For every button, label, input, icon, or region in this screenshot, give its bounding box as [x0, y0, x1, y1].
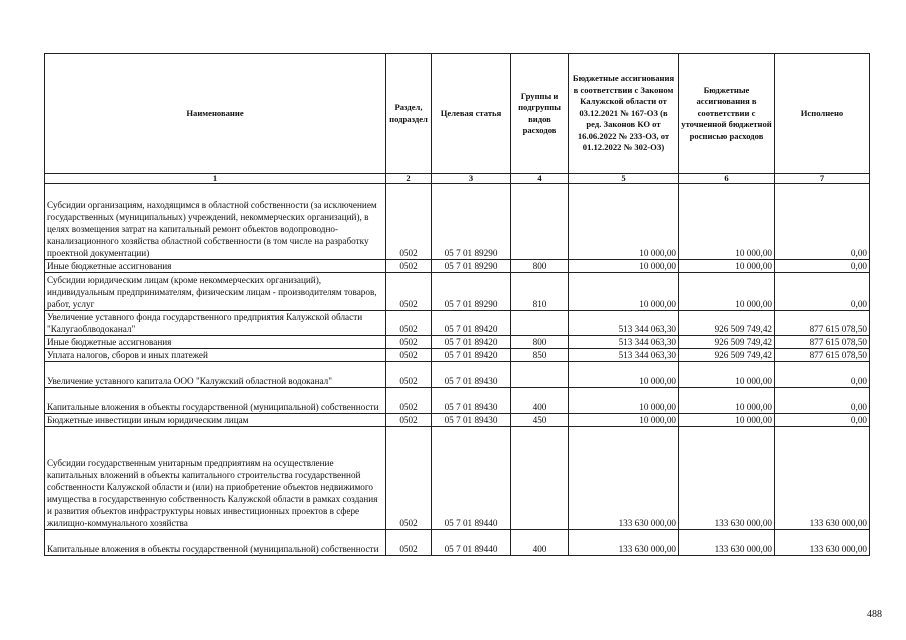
row-group: 850 [511, 349, 569, 362]
header-refined-allocations: Бюджетные ассигнования в соответствии с уточненной бюджетной росписью расходов [679, 54, 775, 174]
column-number-row [45, 174, 870, 184]
header-target-article: Целевая статья [432, 54, 511, 174]
row-article: 05 7 01 89290 [432, 184, 511, 260]
row-section: 0502 [386, 311, 432, 336]
column-number: 4 [511, 174, 569, 184]
row-group [511, 362, 569, 388]
row-law: 513 344 063,30 [569, 336, 679, 349]
row-group: 800 [511, 336, 569, 349]
row-article: 05 7 01 89440 [432, 530, 511, 556]
table-row [45, 184, 870, 260]
row-plan: 10 000,00 [679, 273, 775, 311]
row-plan: 10 000,00 [679, 388, 775, 414]
row-article: 05 7 01 89290 [432, 260, 511, 273]
row-name: Капитальные вложения в объекты государственной (муниципальной) собственности [45, 530, 386, 556]
row-done: 877 615 078,50 [775, 349, 870, 362]
row-plan: 926 509 749,42 [679, 349, 775, 362]
row-plan: 133 630 000,00 [679, 427, 775, 530]
table-row [45, 388, 870, 414]
row-article: 05 7 01 89430 [432, 414, 511, 427]
row-group: 450 [511, 414, 569, 427]
row-group [511, 311, 569, 336]
row-article: 05 7 01 89440 [432, 427, 511, 530]
row-law: 133 630 000,00 [569, 427, 679, 530]
row-law: 513 344 063,30 [569, 349, 679, 362]
table-row [45, 427, 870, 530]
row-name: Субсидии организациям, находящимся в областной собственности (за исключением государственных (муниципальных) учреждений, некоммерческих организаций), в целях возмещения затрат на капитальный ремонт объектов водопроводно-канализационного хозяйства областной собственности (в том числе на разработку проектной документации) [45, 184, 386, 260]
row-plan: 10 000,00 [679, 362, 775, 388]
table-row [45, 414, 870, 427]
row-name: Бюджетные инвестиции иным юридическим лицам [45, 414, 386, 427]
row-group [511, 184, 569, 260]
header-row [45, 54, 870, 174]
row-article: 05 7 01 89420 [432, 336, 511, 349]
row-law: 10 000,00 [569, 414, 679, 427]
row-section: 0502 [386, 530, 432, 556]
row-section: 0502 [386, 184, 432, 260]
row-name: Уплата налогов, сборов и иных платежей [45, 349, 386, 362]
row-law: 10 000,00 [569, 260, 679, 273]
row-group: 810 [511, 273, 569, 311]
row-name: Иные бюджетные ассигнования [45, 336, 386, 349]
column-number: 2 [386, 174, 432, 184]
row-plan: 926 509 749,42 [679, 336, 775, 349]
table-row [45, 362, 870, 388]
row-name: Увеличение уставного капитала ООО "Калужский областной водоканал" [45, 362, 386, 388]
row-done: 0,00 [775, 184, 870, 260]
row-done: 133 630 000,00 [775, 427, 870, 530]
row-section: 0502 [386, 427, 432, 530]
row-section: 0502 [386, 362, 432, 388]
row-plan: 10 000,00 [679, 260, 775, 273]
row-article: 05 7 01 89430 [432, 362, 511, 388]
row-done: 0,00 [775, 273, 870, 311]
row-done: 0,00 [775, 388, 870, 414]
row-law: 10 000,00 [569, 362, 679, 388]
table-row [45, 260, 870, 273]
header-name: Наименование [45, 54, 386, 174]
column-number: 6 [679, 174, 775, 184]
row-section: 0502 [386, 260, 432, 273]
row-plan: 10 000,00 [679, 184, 775, 260]
table-row [45, 530, 870, 556]
row-law: 10 000,00 [569, 388, 679, 414]
row-article: 05 7 01 89290 [432, 273, 511, 311]
row-plan: 10 000,00 [679, 414, 775, 427]
table-row [45, 336, 870, 349]
row-done: 0,00 [775, 260, 870, 273]
table-row [45, 349, 870, 362]
row-law: 513 344 063,30 [569, 311, 679, 336]
header-law-allocations: Бюджетные ассигнования в соответствии с Законом Калужской области от 03.12.2021 № 167-ОЗ (в ред. Законов КО от 16.06.2022 № 233-ОЗ, от 01.12.2022 № 302-ОЗ) [569, 54, 679, 174]
row-name: Капитальные вложения в объекты государственной (муниципальной) собственности [45, 388, 386, 414]
row-section: 0502 [386, 336, 432, 349]
row-article: 05 7 01 89420 [432, 311, 511, 336]
row-group: 400 [511, 388, 569, 414]
table-row [45, 311, 870, 336]
row-plan: 133 630 000,00 [679, 530, 775, 556]
row-law: 10 000,00 [569, 273, 679, 311]
header-expense-groups: Группы и подгруппы видов расходов [511, 54, 569, 174]
row-group: 400 [511, 530, 569, 556]
row-done: 877 615 078,50 [775, 311, 870, 336]
page-number: 488 [867, 609, 882, 620]
row-name: Увеличение уставного фонда государственного предприятия Калужской области "Калугаоблводоканал" [45, 311, 386, 336]
column-number: 3 [432, 174, 511, 184]
row-plan: 926 509 749,42 [679, 311, 775, 336]
row-section: 0502 [386, 273, 432, 311]
column-number: 7 [775, 174, 870, 184]
row-done: 0,00 [775, 362, 870, 388]
column-number: 5 [569, 174, 679, 184]
row-done: 877 615 078,50 [775, 336, 870, 349]
row-group: 800 [511, 260, 569, 273]
row-article: 05 7 01 89430 [432, 388, 511, 414]
row-section: 0502 [386, 414, 432, 427]
row-done: 0,00 [775, 414, 870, 427]
row-section: 0502 [386, 388, 432, 414]
row-name: Субсидии юридическим лицам (кроме некоммерческих организаций), индивидуальным предпринимателям, физическим лицам - производителям товаров, работ, услуг [45, 273, 386, 311]
header-section: Раздел, подраздел [386, 54, 432, 174]
row-law: 10 000,00 [569, 184, 679, 260]
row-name: Иные бюджетные ассигнования [45, 260, 386, 273]
column-number: 1 [45, 174, 386, 184]
row-section: 0502 [386, 349, 432, 362]
row-done: 133 630 000,00 [775, 530, 870, 556]
row-article: 05 7 01 89420 [432, 349, 511, 362]
row-name: Субсидии государственным унитарным предприятиям на осуществление капитальных вложений в объекты капитального строительства государственной собственности Калужской области и (или) на приобретение объектов недвижимого имущества в государственную собственность Калужской области в рамках создания и развития объектов инфраструктуры новых инвестиционных проектов в сфере жилищно-коммунального хозяйства [45, 427, 386, 530]
row-law: 133 630 000,00 [569, 530, 679, 556]
budget-table [44, 53, 870, 556]
row-group [511, 427, 569, 530]
table-row [45, 273, 870, 311]
header-executed: Исполнено [775, 54, 870, 174]
